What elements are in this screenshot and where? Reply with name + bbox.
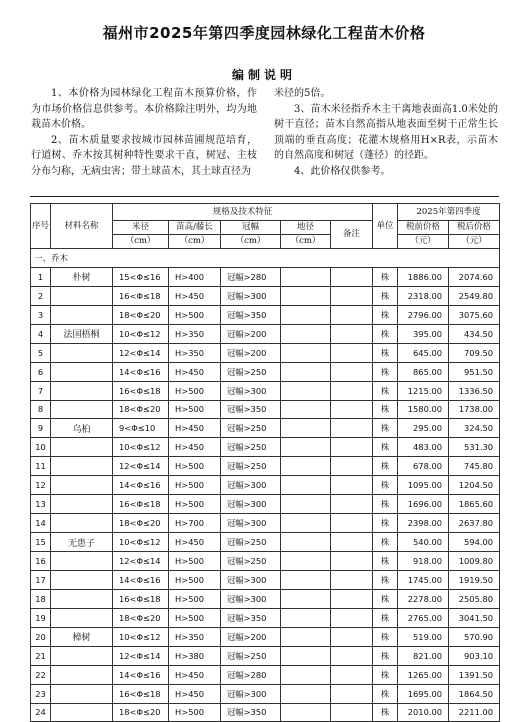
header-quarter: 2025年第四季度 [398,204,500,221]
name-cell [51,438,113,457]
pre-tax-price-cell: 519.00 [398,627,449,646]
ground-diameter-cell [281,627,331,646]
header-unit-cm: （cm） [281,235,331,249]
pre-tax-price-cell: 1696.00 [398,495,449,514]
seq-cell: 22 [31,665,51,684]
post-tax-price-cell: 3075.60 [449,305,500,324]
header-crown: 冠幅 [221,221,281,235]
diameter-cell: 18<Φ≤20 [113,514,169,533]
post-tax-price-cell: 3041.50 [449,608,500,627]
name-cell [51,286,113,305]
post-tax-price-cell: 2549.80 [449,286,500,305]
name-cell [51,476,113,495]
crown-cell: 冠幅>300 [221,381,281,400]
table-row [31,457,500,476]
header-height: 苗高/藤长 [169,221,221,235]
name-cell [51,381,113,400]
table-row [31,495,500,514]
name-cell [51,362,113,381]
remark-cell [331,589,373,608]
ground-diameter-cell [281,608,331,627]
header-spec-group: 规格及技术特征 [113,204,373,221]
unit-cell: 株 [373,589,398,608]
unit-cell: 株 [373,608,398,627]
ground-diameter-cell [281,419,331,438]
pre-tax-price-cell: 483.00 [398,438,449,457]
table-row [31,286,500,305]
pre-tax-price-cell: 1745.00 [398,570,449,589]
seq-cell: 12 [31,476,51,495]
diameter-cell: 18<Φ≤20 [113,703,169,722]
diameter-cell: 10<Φ≤12 [113,533,169,552]
name-cell [51,305,113,324]
table-row [31,267,500,286]
seq-cell: 16 [31,552,51,571]
seq-cell: 19 [31,608,51,627]
unit-cell: 株 [373,381,398,400]
seq-cell: 20 [31,627,51,646]
post-tax-price-cell: 594.00 [449,533,500,552]
seq-cell: 2 [31,286,51,305]
post-tax-price-cell: 2211.00 [449,703,500,722]
unit-cell: 株 [373,627,398,646]
diameter-cell: 12<Φ≤14 [113,457,169,476]
height-cell: H>350 [169,324,221,343]
header-name: 材料名称 [51,204,113,249]
header-remark: 备注 [331,221,373,249]
ground-diameter-cell [281,381,331,400]
remark-cell [331,305,373,324]
remark-cell [331,627,373,646]
remark-cell [331,362,373,381]
ground-diameter-cell [281,476,331,495]
height-cell: H>450 [169,684,221,703]
table-row [31,608,500,627]
note-paragraph-3: 3、苗木米径指乔木主干离地表面高1.0米处的树干直径；苗木自然高指从地表面至树干正常生长顶端的垂直高度；花灌木规格用H×R表，示苗木的自然高度和树冠（蓬径）的径距。 [274,103,498,162]
unit-cell: 株 [373,457,398,476]
ground-diameter-cell [281,362,331,381]
name-cell [51,703,113,722]
seq-cell: 5 [31,343,51,362]
crown-cell: 冠幅>250 [221,438,281,457]
seq-cell: 3 [31,305,51,324]
diameter-cell: 16<Φ≤18 [113,684,169,703]
seq-cell: 6 [31,362,51,381]
post-tax-price-cell: 2074.60 [449,267,500,286]
crown-cell: 冠幅>250 [221,419,281,438]
table-row [31,514,500,533]
ground-diameter-cell [281,438,331,457]
ground-diameter-cell [281,703,331,722]
unit-cell: 株 [373,703,398,722]
header-post-tax: 税后价格 [449,221,500,235]
height-cell: H>500 [169,703,221,722]
table-row [31,343,500,362]
diameter-cell: 16<Φ≤18 [113,286,169,305]
ground-diameter-cell [281,570,331,589]
remark-cell [331,438,373,457]
table-row [31,400,500,419]
seq-cell: 14 [31,514,51,533]
crown-cell: 冠幅>200 [221,343,281,362]
height-cell: H>350 [169,627,221,646]
crown-cell: 冠幅>200 [221,627,281,646]
post-tax-price-cell: 903.10 [449,646,500,665]
unit-cell: 株 [373,665,398,684]
remark-cell [331,457,373,476]
height-cell: H>500 [169,476,221,495]
crown-cell: 冠幅>250 [221,457,281,476]
seq-cell: 24 [31,703,51,722]
name-cell [51,684,113,703]
table-row [31,627,500,646]
seq-cell: 23 [31,684,51,703]
header-pre-tax: 税前价格 [398,221,449,235]
ground-diameter-cell [281,533,331,552]
diameter-cell: 16<Φ≤18 [113,381,169,400]
crown-cell: 冠幅>280 [221,665,281,684]
remark-cell [331,703,373,722]
crown-cell: 冠幅>350 [221,400,281,419]
unit-cell: 株 [373,570,398,589]
unit-cell: 株 [373,286,398,305]
price-table [30,203,500,722]
height-cell: H>450 [169,665,221,684]
ground-diameter-cell [281,267,331,286]
diameter-cell: 10<Φ≤12 [113,627,169,646]
pre-tax-price-cell: 1215.00 [398,381,449,400]
post-tax-price-cell: 1009.80 [449,552,500,571]
remark-cell [331,400,373,419]
crown-cell: 冠幅>280 [221,267,281,286]
name-cell [51,400,113,419]
pre-tax-price-cell: 2398.00 [398,514,449,533]
remark-cell [331,267,373,286]
unit-cell: 株 [373,438,398,457]
pre-tax-price-cell: 295.00 [398,419,449,438]
header-unit-cm: （cm） [221,235,281,249]
height-cell: H>400 [169,267,221,286]
page-title: 福州市2025年第四季度园林绿化工程苗木价格 [102,24,426,42]
note-paragraph-2: 2、苗木质量要求按城市园林苗圃规范培育，行道树、乔木按其树种特性要求干直，树冠、主枝分布匀称，无病虫害；带土球苗木，其土球直径为 [31,134,257,177]
divider [30,196,499,197]
remark-cell [331,343,373,362]
remark-cell [331,324,373,343]
header-unit: 单位 [373,204,398,249]
pre-tax-price-cell: 645.00 [398,343,449,362]
remark-cell [331,495,373,514]
note-paragraph-1: 1、本价格为园林绿化工程苗木预算价格，作为市场价格信息供参考。本价格除注明外，均为地栽苗木价格。 [31,88,257,131]
seq-cell: 13 [31,495,51,514]
remark-cell [331,419,373,438]
name-cell: 樟树 [51,627,113,646]
table-row [31,438,500,457]
unit-cell: 株 [373,684,398,703]
height-cell: H>500 [169,400,221,419]
unit-cell: 株 [373,362,398,381]
table-row [31,665,500,684]
diameter-cell: 14<Φ≤16 [113,362,169,381]
crown-cell: 冠幅>300 [221,495,281,514]
note-paragraph-4: 4、此价格仅供参考。 [294,165,391,177]
post-tax-price-cell: 951.50 [449,362,500,381]
diameter-cell: 18<Φ≤20 [113,608,169,627]
header-seq: 序号 [31,204,51,249]
name-cell [51,570,113,589]
remark-cell [331,646,373,665]
pre-tax-price-cell: 678.00 [398,457,449,476]
diameter-cell: 16<Φ≤18 [113,495,169,514]
unit-cell: 株 [373,400,398,419]
crown-cell: 冠幅>350 [221,703,281,722]
height-cell: H>450 [169,419,221,438]
diameter-cell: 14<Φ≤16 [113,476,169,495]
seq-cell: 7 [31,381,51,400]
seq-cell: 10 [31,438,51,457]
name-cell [51,457,113,476]
ground-diameter-cell [281,286,331,305]
pre-tax-price-cell: 395.00 [398,324,449,343]
pre-tax-price-cell: 2318.00 [398,286,449,305]
unit-cell: 株 [373,305,398,324]
remark-cell [331,552,373,571]
note-paragraph-2-continued: 米径的5倍。 [274,88,331,99]
unit-cell: 株 [373,267,398,286]
ground-diameter-cell [281,552,331,571]
name-cell [51,343,113,362]
crown-cell: 冠幅>250 [221,533,281,552]
crown-cell: 冠幅>250 [221,552,281,571]
ground-diameter-cell [281,457,331,476]
ground-diameter-cell [281,514,331,533]
table-row [31,419,500,438]
header-diameter: 米径 [113,221,169,235]
ground-diameter-cell [281,305,331,324]
remark-cell [331,533,373,552]
height-cell: H>500 [169,381,221,400]
crown-cell: 冠幅>350 [221,608,281,627]
remark-cell [331,476,373,495]
pre-tax-price-cell: 821.00 [398,646,449,665]
post-tax-price-cell: 324.50 [449,419,500,438]
diameter-cell: 14<Φ≤16 [113,665,169,684]
table-row [31,533,500,552]
remark-cell [331,608,373,627]
post-tax-price-cell: 1391.50 [449,665,500,684]
height-cell: H>500 [169,608,221,627]
ground-diameter-cell [281,684,331,703]
height-cell: H>500 [169,552,221,571]
pre-tax-price-cell: 1695.00 [398,684,449,703]
diameter-cell: 18<Φ≤20 [113,400,169,419]
crown-cell: 冠幅>300 [221,570,281,589]
notes-heading: 编制说明 [231,68,296,82]
name-cell: 无患子 [51,533,113,552]
seq-cell: 4 [31,324,51,343]
table-row [31,552,500,571]
crown-cell: 冠幅>300 [221,476,281,495]
pre-tax-price-cell: 865.00 [398,362,449,381]
seq-cell: 11 [31,457,51,476]
unit-cell: 株 [373,476,398,495]
pre-tax-price-cell: 1886.00 [398,267,449,286]
seq-cell: 17 [31,570,51,589]
name-cell [51,514,113,533]
table-row [31,476,500,495]
post-tax-price-cell: 745.80 [449,457,500,476]
notes-right-column [274,86,498,180]
unit-cell: 株 [373,514,398,533]
crown-cell: 冠幅>300 [221,684,281,703]
height-cell: H>500 [169,305,221,324]
table-row [31,305,500,324]
pre-tax-price-cell: 2010.00 [398,703,449,722]
name-cell: 法国梧桐 [51,324,113,343]
pre-tax-price-cell: 2278.00 [398,589,449,608]
name-cell [51,608,113,627]
diameter-cell: 14<Φ≤16 [113,570,169,589]
diameter-cell: 9<Φ≤10 [113,419,169,438]
unit-cell: 株 [373,419,398,438]
unit-cell: 株 [373,552,398,571]
table-row [31,646,500,665]
diameter-cell: 10<Φ≤12 [113,438,169,457]
header-unit-cm: （cm） [113,235,169,249]
table-row [31,381,500,400]
header-ground-diameter: 地径 [281,221,331,235]
diameter-cell: 18<Φ≤20 [113,305,169,324]
table-row [31,684,500,703]
seq-cell: 15 [31,533,51,552]
post-tax-price-cell: 2505.80 [449,589,500,608]
table-row [31,324,500,343]
ground-diameter-cell [281,646,331,665]
crown-cell: 冠幅>250 [221,646,281,665]
section-row: 一、乔木 [31,249,500,268]
name-cell [51,552,113,571]
header-yuan: （元） [398,235,449,249]
diameter-cell: 10<Φ≤12 [113,324,169,343]
remark-cell [331,684,373,703]
ground-diameter-cell [281,589,331,608]
remark-cell [331,286,373,305]
pre-tax-price-cell: 1095.00 [398,476,449,495]
height-cell: H>380 [169,646,221,665]
unit-cell: 株 [373,343,398,362]
ground-diameter-cell [281,665,331,684]
height-cell: H>500 [169,570,221,589]
crown-cell: 冠幅>200 [221,324,281,343]
pre-tax-price-cell: 540.00 [398,533,449,552]
crown-cell: 冠幅>300 [221,514,281,533]
post-tax-price-cell: 1865.60 [449,495,500,514]
diameter-cell: 15<Φ≤16 [113,267,169,286]
remark-cell [331,570,373,589]
pre-tax-price-cell: 2796.00 [398,305,449,324]
seq-cell: 8 [31,400,51,419]
seq-cell: 9 [31,419,51,438]
header-yuan: （元） [449,235,500,249]
name-cell [51,646,113,665]
height-cell: H>350 [169,343,221,362]
pre-tax-price-cell: 918.00 [398,552,449,571]
post-tax-price-cell: 709.50 [449,343,500,362]
crown-cell: 冠幅>300 [221,286,281,305]
ground-diameter-cell [281,495,331,514]
post-tax-price-cell: 1864.50 [449,684,500,703]
seq-cell: 1 [31,267,51,286]
crown-cell: 冠幅>300 [221,589,281,608]
name-cell [51,589,113,608]
notes-left-column [31,86,257,180]
table-row [31,703,500,722]
name-cell [51,665,113,684]
seq-cell: 18 [31,589,51,608]
post-tax-price-cell: 1336.50 [449,381,500,400]
height-cell: H>450 [169,286,221,305]
table-row [31,570,500,589]
diameter-cell: 12<Φ≤14 [113,646,169,665]
post-tax-price-cell: 531.30 [449,438,500,457]
post-tax-price-cell: 570.90 [449,627,500,646]
unit-cell: 株 [373,646,398,665]
diameter-cell: 16<Φ≤18 [113,589,169,608]
pre-tax-price-cell: 1580.00 [398,400,449,419]
header-unit-cm: （cm） [169,235,221,249]
height-cell: H>700 [169,514,221,533]
height-cell: H>500 [169,589,221,608]
unit-cell: 株 [373,495,398,514]
post-tax-price-cell: 2637.80 [449,514,500,533]
name-cell: 乌桕 [51,419,113,438]
pre-tax-price-cell: 2765.00 [398,608,449,627]
crown-cell: 冠幅>350 [221,305,281,324]
remark-cell [331,514,373,533]
name-cell: 朴树 [51,267,113,286]
crown-cell: 冠幅>250 [221,362,281,381]
ground-diameter-cell [281,400,331,419]
post-tax-price-cell: 434.50 [449,324,500,343]
post-tax-price-cell: 1919.50 [449,570,500,589]
table-row [31,362,500,381]
ground-diameter-cell [281,343,331,362]
unit-cell: 株 [373,533,398,552]
name-cell [51,495,113,514]
post-tax-price-cell: 1204.50 [449,476,500,495]
diameter-cell: 12<Φ≤14 [113,552,169,571]
table-row [31,589,500,608]
remark-cell [331,665,373,684]
height-cell: H>450 [169,438,221,457]
height-cell: H>450 [169,533,221,552]
ground-diameter-cell [281,324,331,343]
post-tax-price-cell: 1738.00 [449,400,500,419]
unit-cell: 株 [373,324,398,343]
remark-cell [331,381,373,400]
height-cell: H>500 [169,495,221,514]
height-cell: H>450 [169,362,221,381]
seq-cell: 21 [31,646,51,665]
pre-tax-price-cell: 1265.00 [398,665,449,684]
height-cell: H>500 [169,457,221,476]
diameter-cell: 12<Φ≤14 [113,343,169,362]
